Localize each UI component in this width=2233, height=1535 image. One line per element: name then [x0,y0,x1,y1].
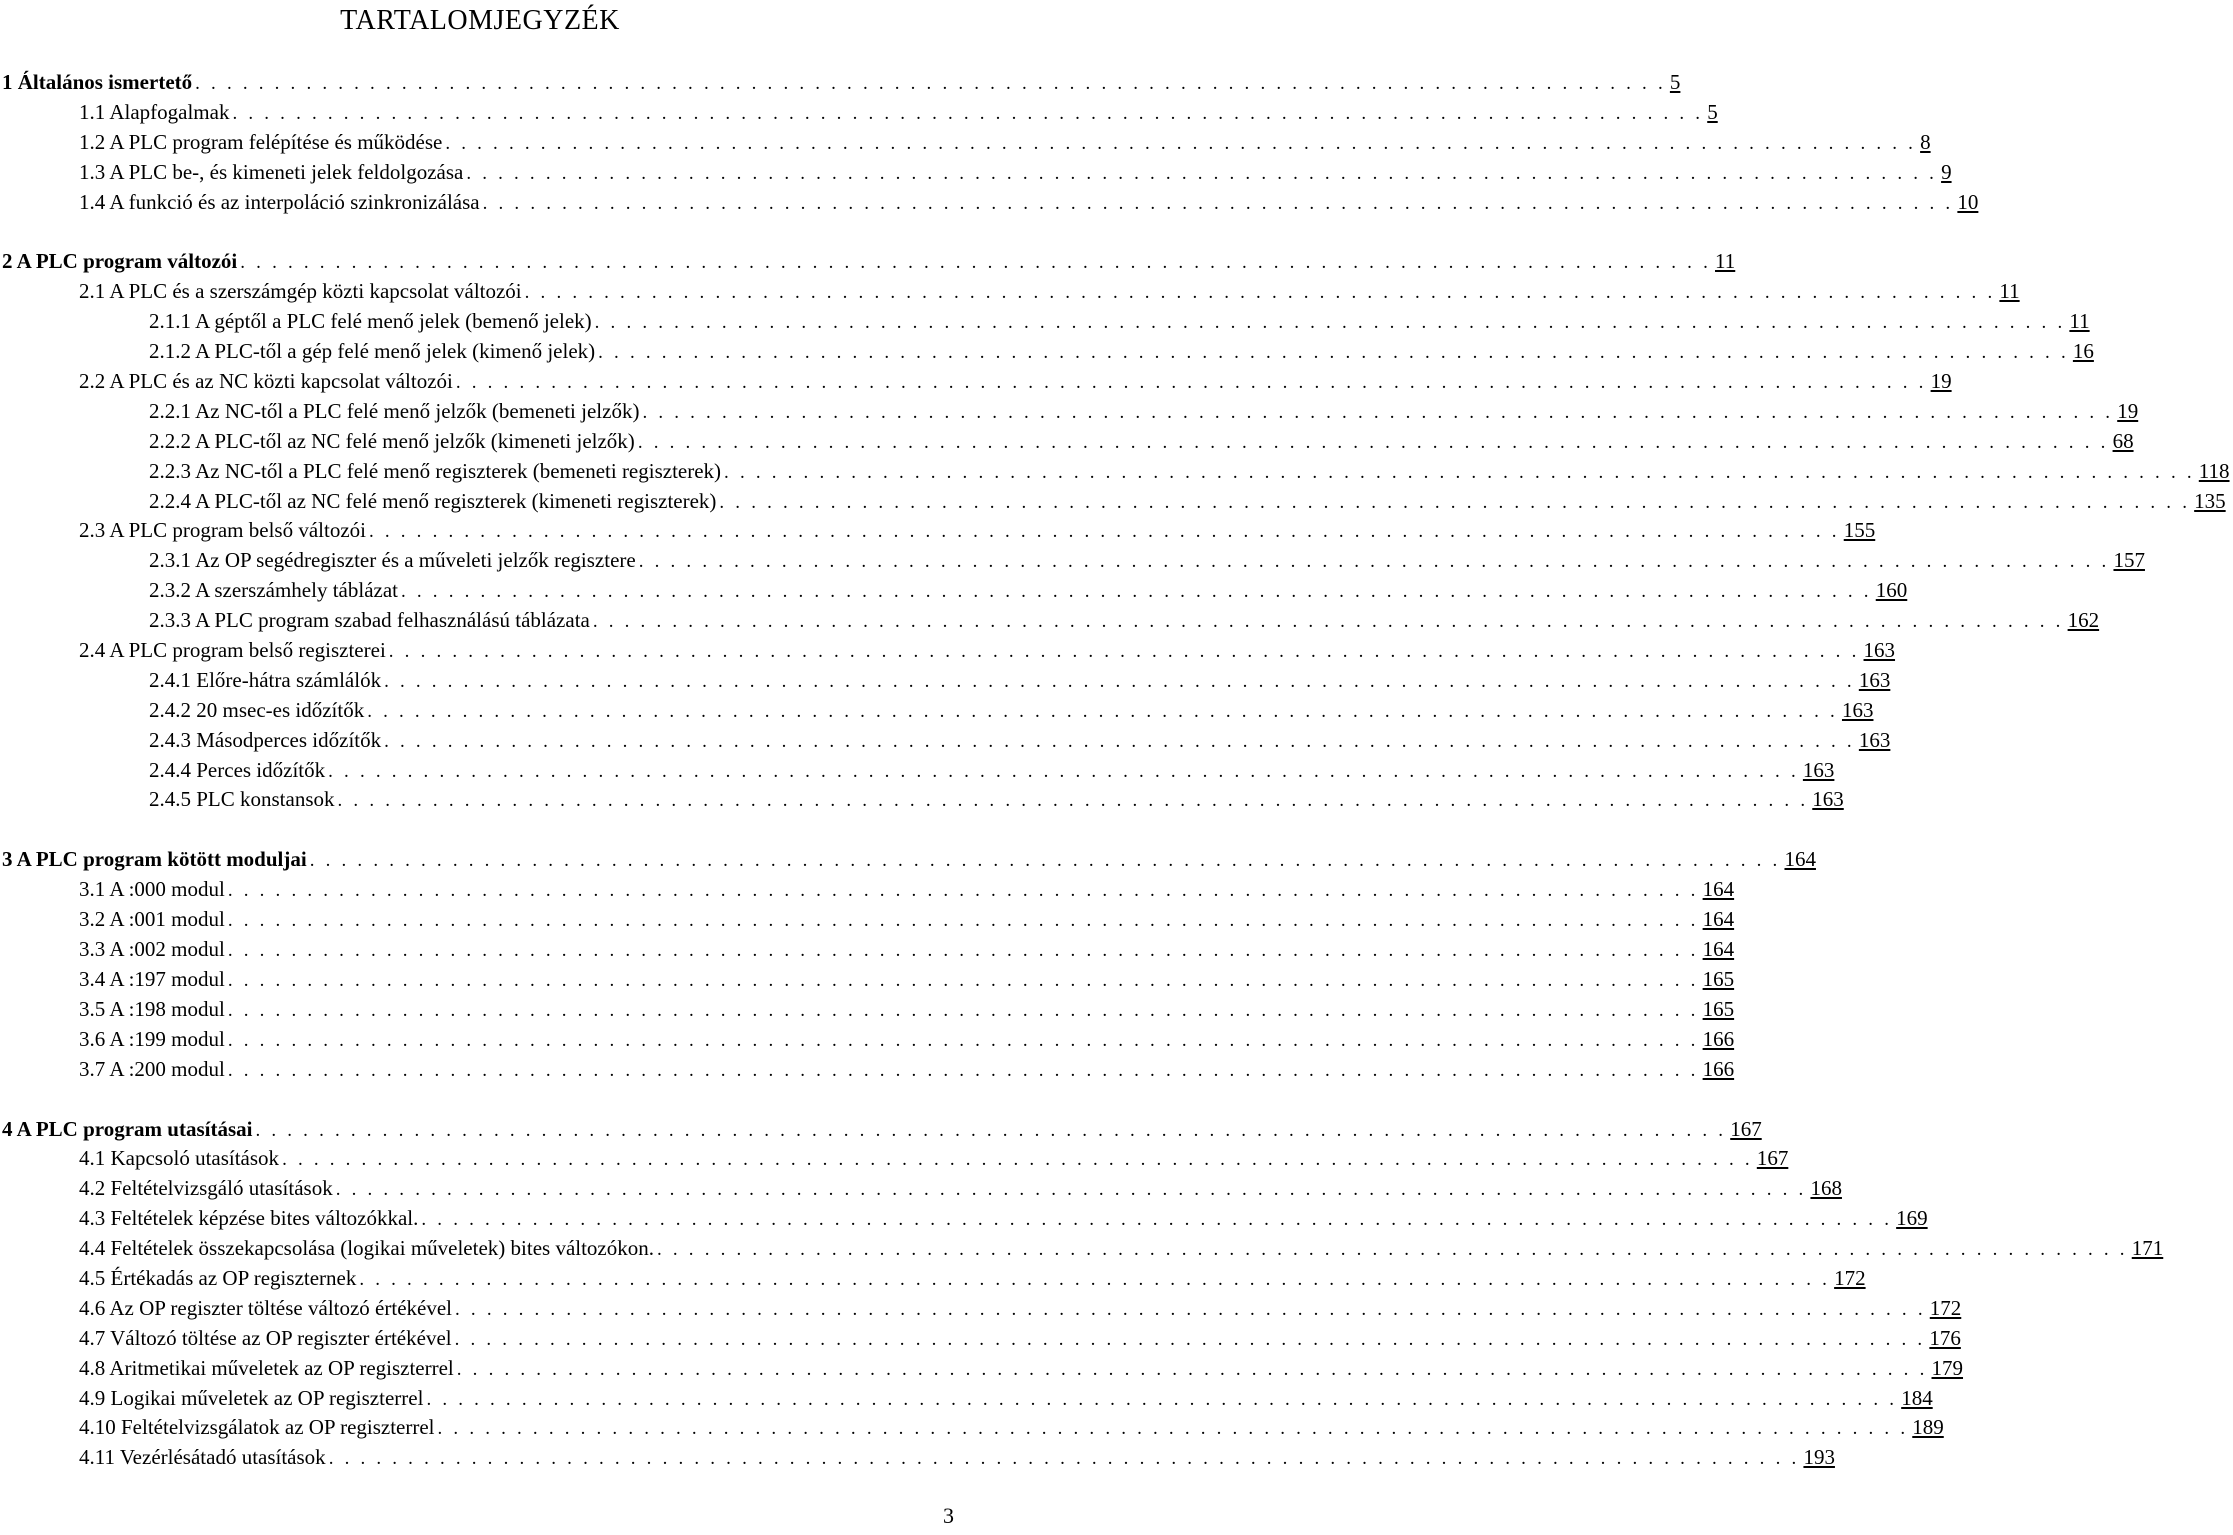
toc-entry-title: 2.4.4 Perces időzítők [149,757,326,782]
toc-entry-title: 2.2.4 A PLC-től az NC felé menő regiszterek (kimeneti regiszterek) [149,488,717,513]
toc-entry-title: 1 Általános ismertető [2,70,193,94]
toc-page-link[interactable]: 160 [1875,578,1908,603]
toc-entry-title: 4.9 Logikai műveletek az OP regiszterrel [79,1385,424,1410]
dot-leader: . . . . . . . . . . . . . . . . . . . . . . . . . . . . . . . . . . . . . . . . . . . . . . . . . . . . . . . . . . . . . . . . . . . . . . . . . . . . . . . . . . . . . . . . . . . . . [455,372,1927,394]
dot-leader: . . . . . . . . . . . . . . . . . . . . . . . . . . . . . . . . . . . . . . . . . . . . . . . . . . . . . . . . . . . . . . . . . . . . . . . . . . . . . . . . . . . . . . . . . . . . . [368,521,1840,543]
dot-leader: . . . . . . . . . . . . . . . . . . . . . . . . . . . . . . . . . . . . . . . . . . . . . . . . . . . . . . . . . . . . . . . . . . . . . . . . . . . . . . . . . . . . . . . . . . . . . [466,162,1938,184]
toc-entry[interactable] [0,1115,1762,1145]
dot-leader: . . . . . . . . . . . . . . . . . . . . . . . . . . . . . . . . . . . . . . . . . . . . . . . . . . . . . . . . . . . . . . . . . . . . . . . . . . . . . . . . . . . . . . . . . . . . . [455,1298,1926,1320]
dot-leader: . . . . . . . . . . . . . . . . . . . . . . . . . . . . . . . . . . . . . . . . . . . . . . . . . . . . . . . . . . . . . . . . . . . . . . . . . . . . . . . . . . . . . . . . . . . . . [637,431,2109,453]
toc-entry[interactable] [0,1055,1735,1085]
toc-entry-title: 3.3 A :002 modul [79,937,225,962]
dot-leader: . . . . . . . . . . . . . . . . . . . . . . . . . . . . . . . . . . . . . . . . . . . . . . . . . . . . . . . . . . . . . . . . . . . . . . . . . . . . . . . . . . . . . . . . . . . . . [524,282,1996,304]
dot-leader: . . . . . . . . . . . . . . . . . . . . . . . . . . . . . . . . . . . . . . . . . . . . . . . . . . . . . . . . . . . . . . . . . . . . . . . . . . . . . . . . . . . . . . . . . . . . . [638,551,2110,573]
table-of-contents [0,68,2230,1473]
toc-page-link[interactable]: 169 [1896,1206,1928,1231]
dot-leader: . . . . . . . . . . . . . . . . . . . . . . . . . . . . . . . . . . . . . . . . . . . . . . . . . . . . . . . . . . . . . . . . . . . . . . . . . . . . . . . . . . . . . . . . . . . . . [227,880,1699,902]
toc-entry[interactable] [0,696,1874,726]
toc-page-link[interactable]: 163 [1802,757,1835,782]
toc-entry[interactable] [0,576,1908,606]
toc-entry-title: 3.7 A :200 modul [79,1056,225,1081]
toc-entry[interactable] [0,995,1735,1025]
toc-entry-title: 4.3 Feltételek képzése bites változókkal. [79,1206,419,1231]
dot-leader: . . . . . . . . . . . . . . . . . . . . . . . . . . . . . . . . . . . . . . . . . . . . . . . . . . . . . . . . . . . . . . . . . . . . . . . . . . . . . . . . . . . . . . . . . . . . . [384,730,1855,752]
toc-page-link[interactable]: 171 [2131,1236,2164,1261]
toc-entry-title: 1.2 A PLC program felépítése és működése [79,129,443,154]
dot-leader: . . . . . . . . . . . . . . . . . . . . . . . . . . . . . . . . . . . . . . . . . . . . . . . . . . . . . . . . . . . . . . . . . . . . . . . . . . . . . . . . . . . . . . . . . . . . . [482,192,1954,214]
toc-entry-title: 2.3.2 A szerszámhely táblázat [149,578,398,603]
toc-page-link[interactable]: 8 [1920,129,1931,154]
dot-leader: . . . . . . . . . . . . . . . . . . . . . . . . . . . . . . . . . . . . . . . . . . . . . . . . . . . . . . . . . . . . . . . . . . . . . . . . . . . . . . . . . . . . . . . . . . . . . [594,312,2066,334]
dot-leader: . . . . . . . . . . . . . . . . . . . . . . . . . . . . . . . . . . . . . . . . . . . . . . . . . . . . . . . . . . . . . . . . . . . . . . . . . . . . . . . . . . . . . . . . . . . . . [456,1358,1928,1380]
dot-leader: . . . . . . . . . . . . . . . . . . . . . . . . . . . . . . . . . . . . . . . . . . . . . . . . . . . . . . . . . . . . . . . . . . . . . . . . . . . . . . . . . . . . . . . . . . . . . [445,132,1917,154]
toc-entry-title: 3.5 A :198 modul [79,996,225,1021]
dot-leader: . . . . . . . . . . . . . . . . . . . . . . . . . . . . . . . . . . . . . . . . . . . . . . . . . . . . . . . . . . . . . . . . . . . . . . . . . . . . . . . . . . . . . . . . . . . . . [232,102,1704,124]
toc-entry-title: 4.1 Kapcsoló utasítások [79,1146,280,1171]
toc-entry-title: 2.1.2 A PLC-től a gép felé menő jelek (kimenő jelek) [149,339,596,364]
document-title: TARTALOMJEGYZÉK [340,5,620,36]
toc-page-link[interactable]: 172 [1834,1265,1866,1290]
toc-entry-title: 2.2.2 A PLC-től az NC felé menő jelzők (kimeneti jelzők) [149,428,635,453]
toc-entry-title: 4 A PLC program utasításai [2,1116,253,1141]
toc-page-link[interactable]: 155 [1843,518,1876,543]
toc-entry[interactable] [0,1264,1866,1294]
toc-page-link[interactable]: 189 [1912,1415,1944,1440]
toc-page-link[interactable]: 167 [1756,1146,1789,1171]
dot-leader: . . . . . . . . . . . . . . . . . . . . . . . . . . . . . . . . . . . . . . . . . . . . . . . . . . . . . . . . . . . . . . . . . . . . . . . . . . . . . . . . . . . . . . . . . . . . . [384,670,1855,692]
dot-leader: . . . . . . . . . . . . . . . . . . . . . . . . . . . . . . . . . . . . . . . . . . . . . . . . . . . . . . . . . . . . . . . . . . . . . . . . . . . . . . . . . . . . . . . . . . . . . [388,641,1860,663]
toc-page-link[interactable]: 163 [1841,697,1874,722]
toc-page-link[interactable]: 166 [1702,1026,1735,1051]
dot-leader: . . . . . . . . . . . . . . . . . . . . . . . . . . . . . . . . . . . . . . . . . . . . . . . . . . . . . . . . . . . . . . . . . . . . . . . . . . . . . . . . . . . . . . . . . . . . . [367,700,1838,722]
dot-leader: . . . . . . . . . . . . . . . . . . . . . . . . . . . . . . . . . . . . . . . . . . . . . . . . . . . . . . . . . . . . . . . . . . . . . . . . . . . . . . . . . . . . . . . . . . . . . [227,1059,1699,1081]
toc-entry[interactable] [0,68,1681,98]
dot-leader: . . . . . . . . . . . . . . . . . . . . . . . . . . . . . . . . . . . . . . . . . . . . . . . . . . . . . . . . . . . . . . . . . . . . . . . . . . . . . . . . . . . . . . . . . . . . . [337,790,1809,812]
toc-page-link[interactable]: 168 [1810,1176,1842,1201]
toc-entry[interactable] [0,905,1735,935]
toc-entry[interactable] [0,726,1891,756]
dot-leader: . . . . . . . . . . . . . . . . . . . . . . . . . . . . . . . . . . . . . . . . . . . . . . . . . . . . . . . . . . . . . . . . . . . . . . . . . . . . . . . . . . . . . . . . . . . . . [724,461,2195,483]
toc-entry[interactable] [0,606,2100,636]
toc-entry[interactable] [0,158,1952,188]
toc-entry[interactable] [0,128,1931,158]
toc-page-link[interactable]: 11 [2069,309,2090,334]
dot-leader: . . . . . . . . . . . . . . . . . . . . . . . . . . . . . . . . . . . . . . . . . . . . . . . . . . . . . . . . . . . . . . . . . . . . . . . . . . . . . . . . . . . . . . . . . . . . . [657,1239,2128,1261]
toc-page-link[interactable]: 164 [1702,877,1735,902]
toc-entry[interactable] [0,636,1896,666]
toc-page-link[interactable]: 163 [1812,787,1844,812]
toc-entry[interactable] [0,666,1891,696]
dot-leader: . . . . . . . . . . . . . . . . . . . . . . . . . . . . . . . . . . . . . . . . . . . . . . . . . . . . . . . . . . . . . . . . . . . . . . . . . . . . . . . . . . . . . . . . . . . . . [282,1149,1753,1171]
toc-page-link[interactable]: 135 [2194,488,2226,513]
dot-leader: . . . . . . . . . . . . . . . . . . . . . . . . . . . . . . . . . . . . . . . . . . . . . . . . . . . . . . . . . . . . . . . . . . . . . . . . . . . . . . . . . . . . . . . . . . . . . [255,1119,1727,1141]
dot-leader: . . . . . . . . . . . . . . . . . . . . . . . . . . . . . . . . . . . . . . . . . . . . . . . . . . . . . . . . . . . . . . . . . . . . . . . . . . . . . . . . . . . . . . . . . . . . . [426,1388,1898,1410]
toc-entry[interactable] [0,965,1735,995]
toc-page-link[interactable]: 164 [1702,907,1735,932]
dot-leader: . . . . . . . . . . . . . . . . . . . . . . . . . . . . . . . . . . . . . . . . . . . . . . . . . . . . . . . . . . . . . . . . . . . . . . . . . . . . . . . . . . . . . . . . . . . . . [227,910,1699,932]
toc-page-link[interactable]: 164 [1702,937,1735,962]
toc-page-link[interactable]: 179 [1931,1355,1964,1380]
toc-entry[interactable] [0,845,1816,875]
toc-entry-title: 2.4 A PLC program belső regiszterei [79,638,386,663]
dot-leader: . . . . . . . . . . . . . . . . . . . . . . . . . . . . . . . . . . . . . . . . . . . . . . . . . . . . . . . . . . . . . . . . . . . . . . . . . . . . . . . . . . . . . . . . . . . . . [437,1418,1909,1440]
toc-page-link[interactable]: 163 [1858,667,1891,692]
toc-entry-title: 1.1 Alapfogalmak [79,99,230,124]
toc-entry-title: 3 A PLC program kötött moduljai [2,847,307,872]
toc-page-link[interactable]: 68 [2112,428,2134,453]
toc-entry-title: 4.7 Változó töltése az OP regiszter értékével [79,1325,452,1350]
toc-entry-title: 2.2.1 Az NC-től a PLC felé menő jelzők (bemeneti jelzők) [149,398,640,423]
toc-page-link[interactable]: 11 [1999,279,2020,304]
toc-entry-title: 2.3.1 Az OP segédregiszter és a műveleti jelzők regisztere [149,548,636,573]
toc-page-link[interactable]: 165 [1702,996,1735,1021]
toc-page-link[interactable]: 184 [1901,1385,1933,1410]
toc-entry-title: 3.6 A :199 modul [79,1026,225,1051]
toc-entry[interactable] [0,277,2020,307]
toc-entry-title: 4.5 Értékadás az OP regiszternek [79,1265,357,1290]
toc-page-link[interactable]: 166 [1702,1056,1735,1081]
toc-page-link[interactable]: 162 [2067,608,2100,633]
toc-page-link[interactable]: 167 [1730,1116,1762,1141]
toc-entry[interactable] [0,1354,1964,1384]
toc-entry-title: 2.4.5 PLC konstansok [149,787,335,812]
toc-entry[interactable] [0,307,2090,337]
toc-entry[interactable] [0,1324,1961,1354]
toc-page-link[interactable]: 11 [1715,249,1736,274]
dot-leader: . . . . . . . . . . . . . . . . . . . . . . . . . . . . . . . . . . . . . . . . . . . . . . . . . . . . . . . . . . . . . . . . . . . . . . . . . . . . . . . . . . . . . . . . . . . . . [642,401,2114,423]
dot-leader: . . . . . . . . . . . . . . . . . . . . . . . . . . . . . . . . . . . . . . . . . . . . . . . . . . . . . . . . . . . . . . . . . . . . . . . . . . . . . . . . . . . . . . . . . . . . . [359,1268,1831,1290]
dot-leader: . . . . . . . . . . . . . . . . . . . . . . . . . . . . . . . . . . . . . . . . . . . . . . . . . . . . . . . . . . . . . . . . . . . . . . . . . . . . . . . . . . . . . . . . . . . . . [328,760,1799,782]
dot-leader: . . . . . . . . . . . . . . . . . . . . . . . . . . . . . . . . . . . . . . . . . . . . . . . . . . . . . . . . . . . . . . . . . . . . . . . . . . . . . . . . . . . . . . . . . . . . . [227,999,1699,1021]
toc-page-link[interactable]: 16 [2072,339,2094,364]
toc-entry[interactable] [0,397,2139,427]
toc-entry-title: 2.1.1 A géptől a PLC felé menő jelek (bemenő jelek) [149,309,592,334]
toc-page-link[interactable]: 10 [1957,189,1979,214]
dot-leader: . . . . . . . . . . . . . . . . . . . . . . . . . . . . . . . . . . . . . . . . . . . . . . . . . . . . . . . . . . . . . . . . . . . . . . . . . . . . . . . . . . . . . . . . . . . . . [309,850,1781,872]
toc-entry[interactable] [0,188,1979,218]
toc-entry[interactable] [0,1443,1835,1473]
toc-entry-title: 3.4 A :197 modul [79,966,225,991]
toc-entry-title: 4.10 Feltételvizsgálatok az OP regiszterrel [79,1415,435,1440]
toc-entry-title: 2.1 A PLC és a szerszámgép közti kapcsolat változói [79,279,522,304]
toc-entry-title: 1.3 A PLC be-, és kimeneti jelek feldolgozása [79,159,464,184]
toc-page-link[interactable]: 118 [2198,458,2230,483]
toc-page-link[interactable]: 163 [1863,638,1896,663]
toc-entry[interactable] [0,516,1876,546]
toc-entry[interactable] [0,1413,1944,1443]
dot-leader: . . . . . . . . . . . . . . . . . . . . . . . . . . . . . . . . . . . . . . . . . . . . . . . . . . . . . . . . . . . . . . . . . . . . . . . . . . . . . . . . . . . . . . . . . . . . . [328,1448,1800,1470]
toc-page-link[interactable]: 176 [1929,1325,1961,1350]
toc-entry-title: 4.4 Feltételek összekapcsolása (logikai műveletek) bites változókon. [79,1236,654,1261]
dot-leader: . . . . . . . . . . . . . . . . . . . . . . . . . . . . . . . . . . . . . . . . . . . . . . . . . . . . . . . . . . . . . . . . . . . . . . . . . . . . . . . . . . . . . . . . . . . . . [227,969,1699,991]
toc-entry-title: 2.4.2 20 msec-es időzítők [149,697,365,722]
toc-page-link[interactable]: 163 [1858,727,1891,752]
toc-entry-title: 2.4.1 Előre-hátra számlálók [149,667,382,692]
dot-leader: . . . . . . . . . . . . . . . . . . . . . . . . . . . . . . . . . . . . . . . . . . . . . . . . . . . . . . . . . . . . . . . . . . . . . . . . . . . . . . . . . . . . . . . . . . . . . [227,940,1699,962]
toc-page-link[interactable]: 9 [1941,159,1952,184]
dot-leader: . . . . . . . . . . . . . . . . . . . . . . . . . . . . . . . . . . . . . . . . . . . . . . . . . . . . . . . . . . . . . . . . . . . . . . . . . . . . . . . . . . . . . . . . . . . . . [401,581,1872,603]
dot-leader: . . . . . . . . . . . . . . . . . . . . . . . . . . . . . . . . . . . . . . . . . . . . . . . . . . . . . . . . . . . . . . . . . . . . . . . . . . . . . . . . . . . . . . . . . . . . . [454,1328,1926,1350]
toc-entry[interactable] [0,1174,1842,1204]
toc-page-link[interactable]: 19 [2117,398,2139,423]
toc-entry-title: 2.2 A PLC és az NC közti kapcsolat változói [79,369,453,394]
toc-entry[interactable] [0,785,1844,815]
dot-leader: . . . . . . . . . . . . . . . . . . . . . . . . . . . . . . . . . . . . . . . . . . . . . . . . . . . . . . . . . . . . . . . . . . . . . . . . . . . . . . . . . . . . . . . . . . . . . [592,611,2064,633]
toc-entry[interactable] [0,367,1952,397]
toc-entry-title: 1.4 A funkció és az interpoláció szinkronizálása [79,189,480,214]
toc-entry[interactable] [0,247,1736,277]
toc-entry[interactable] [0,1204,1928,1234]
page-number: 3 [943,1503,954,1528]
toc-entry[interactable] [0,427,2134,457]
toc-entry[interactable] [0,1144,1789,1174]
toc-entry[interactable] [0,935,1735,965]
toc-entry-title: 4.6 Az OP regiszter töltése változó értékével [79,1295,453,1320]
toc-entry[interactable] [0,98,1718,128]
toc-entry-title: 4.8 Aritmetikai műveletek az OP regiszterrel [79,1355,454,1380]
dot-leader: . . . . . . . . . . . . . . . . . . . . . . . . . . . . . . . . . . . . . . . . . . . . . . . . . . . . . . . . . . . . . . . . . . . . . . . . . . . . . . . . . . . . . . . . . . . . . [598,342,2069,364]
dot-leader: . . . . . . . . . . . . . . . . . . . . . . . . . . . . . . . . . . . . . . . . . . . . . . . . . . . . . . . . . . . . . . . . . . . . . . . . . . . . . . . . . . . . . . . . . . . . . [227,1029,1699,1051]
toc-entry-title: 2.3.3 A PLC program szabad felhasználású táblázata [149,608,590,633]
toc-page-link[interactable]: 19 [1930,369,1952,394]
toc-entry[interactable] [0,1234,2164,1264]
dot-leader: . . . . . . . . . . . . . . . . . . . . . . . . . . . . . . . . . . . . . . . . . . . . . . . . . . . . . . . . . . . . . . . . . . . . . . . . . . . . . . . . . . . . . . . . . . . . . [421,1209,1893,1231]
toc-entry[interactable] [0,546,2145,576]
toc-entry[interactable] [0,1294,1962,1324]
toc-entry-title: 2.4.3 Másodperces időzítők [149,727,382,752]
dot-leader: . . . . . . . . . . . . . . . . . . . . . . . . . . . . . . . . . . . . . . . . . . . . . . . . . . . . . . . . . . . . . . . . . . . . . . . . . . . . . . . . . . . . . . . . . . . . . [719,491,2191,513]
toc-entry-title: 2.2.3 Az NC-től a PLC felé menő regiszterek (bemeneti regiszterek) [149,458,722,483]
toc-entry[interactable] [0,487,2226,517]
toc-entry[interactable] [0,1025,1735,1055]
toc-entry[interactable] [0,1384,1933,1414]
dot-leader: . . . . . . . . . . . . . . . . . . . . . . . . . . . . . . . . . . . . . . . . . . . . . . . . . . . . . . . . . . . . . . . . . . . . . . . . . . . . . . . . . . . . . . . . . . . . . [195,73,1666,94]
toc-entry[interactable] [0,337,2094,367]
toc-entry-title: 4.11 Vezérlésátadó utasítások [79,1445,326,1470]
toc-entry-title: 3.2 A :001 modul [79,907,225,932]
toc-entry-title: 3.1 A :000 modul [79,877,225,902]
toc-page-link[interactable]: 5 [1707,99,1718,124]
toc-entry-title: 2.3 A PLC program belső változói [79,518,366,543]
toc-page-link[interactable]: 165 [1702,966,1735,991]
toc-entry[interactable] [0,875,1735,905]
toc-page-link[interactable]: 172 [1929,1295,1962,1320]
dot-leader: . . . . . . . . . . . . . . . . . . . . . . . . . . . . . . . . . . . . . . . . . . . . . . . . . . . . . . . . . . . . . . . . . . . . . . . . . . . . . . . . . . . . . . . . . . . . . [240,252,1712,274]
toc-page-link[interactable]: 164 [1784,847,1816,872]
dot-leader: . . . . . . . . . . . . . . . . . . . . . . . . . . . . . . . . . . . . . . . . . . . . . . . . . . . . . . . . . . . . . . . . . . . . . . . . . . . . . . . . . . . . . . . . . . . . . [335,1179,1807,1201]
toc-page-link[interactable]: 157 [2113,548,2145,573]
toc-entry[interactable] [0,457,2230,487]
toc-entry-title: 4.2 Feltételvizsgáló utasítások [79,1176,333,1201]
toc-entry-title: 2 A PLC program változói [2,249,238,274]
toc-page-link[interactable]: 5 [1669,70,1681,94]
toc-page-link[interactable]: 193 [1803,1445,1835,1470]
toc-entry[interactable] [0,756,1835,786]
